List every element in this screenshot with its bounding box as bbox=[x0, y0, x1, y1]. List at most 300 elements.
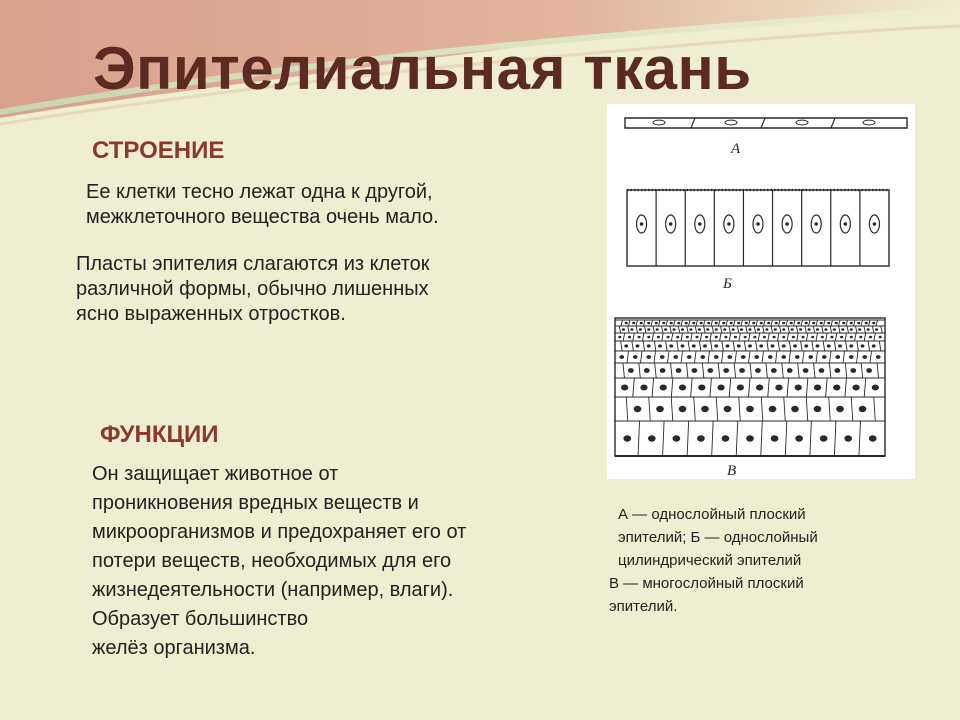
cell-nucleus bbox=[814, 406, 822, 412]
cell-nucleus bbox=[677, 322, 680, 325]
cell-border bbox=[677, 341, 679, 351]
cell-nucleus bbox=[850, 322, 853, 325]
cell-border bbox=[739, 333, 741, 341]
cell-nucleus bbox=[746, 406, 754, 412]
cell-nucleus bbox=[679, 406, 687, 412]
slide-title: Эпителиальная ткань bbox=[93, 35, 752, 102]
cell-border bbox=[830, 351, 832, 363]
cell-nucleus bbox=[787, 368, 793, 373]
cell-nucleus bbox=[803, 368, 809, 373]
text-line: различной формы, обычно лишенных bbox=[76, 278, 429, 300]
cell-border bbox=[719, 320, 721, 326]
cell-nucleus bbox=[714, 344, 718, 347]
cell-border bbox=[789, 351, 791, 363]
cell-nucleus bbox=[625, 322, 628, 325]
cell-border bbox=[789, 341, 791, 351]
cell-nucleus bbox=[648, 435, 656, 441]
cell-border bbox=[628, 326, 630, 333]
cell-border bbox=[649, 397, 651, 421]
cell-nucleus bbox=[640, 322, 643, 325]
cell-border bbox=[641, 351, 643, 363]
cell-border bbox=[829, 397, 831, 421]
cell-border bbox=[830, 326, 832, 333]
cell-nucleus bbox=[812, 322, 815, 325]
cell-nucleus bbox=[756, 384, 763, 390]
cell-border bbox=[750, 363, 752, 378]
cell-nucleus bbox=[759, 344, 763, 347]
cell-border bbox=[621, 320, 623, 326]
cell-nucleus bbox=[862, 355, 867, 359]
cell-nucleus bbox=[782, 322, 785, 325]
cell-border bbox=[696, 320, 698, 326]
cell-border bbox=[741, 320, 743, 326]
cell-nucleus bbox=[715, 328, 718, 331]
cell-border bbox=[700, 333, 702, 341]
cell-nucleus bbox=[698, 328, 701, 331]
cell-nucleus bbox=[850, 336, 853, 339]
cell-border bbox=[633, 333, 635, 341]
cell-nucleus bbox=[741, 355, 746, 359]
cell-nucleus bbox=[701, 406, 709, 412]
cell-nucleus bbox=[791, 328, 794, 331]
cell-border bbox=[835, 333, 837, 341]
cell-border bbox=[691, 378, 693, 397]
cell-nucleus bbox=[723, 328, 726, 331]
cell-nucleus bbox=[655, 322, 658, 325]
cell-nucleus bbox=[714, 355, 719, 359]
cell-border bbox=[766, 363, 768, 378]
cell-border bbox=[803, 351, 805, 363]
cell-nucleus bbox=[824, 328, 827, 331]
cell-nucleus bbox=[861, 344, 865, 347]
cell-nucleus bbox=[670, 322, 673, 325]
cell-nucleus bbox=[647, 328, 650, 331]
cell-border bbox=[764, 320, 766, 326]
cell-nucleus bbox=[763, 336, 766, 339]
cell-border bbox=[812, 341, 814, 351]
cell-nucleus bbox=[647, 336, 650, 339]
cell-nucleus bbox=[673, 355, 678, 359]
cell-border bbox=[734, 320, 736, 326]
text-line: Пласты эпителия слагаются из клеток bbox=[76, 253, 430, 275]
cell-nucleolus bbox=[756, 222, 760, 226]
cell-nucleus bbox=[715, 322, 718, 325]
cell-nucleus bbox=[623, 435, 631, 441]
cell-border bbox=[746, 326, 748, 333]
cell-nucleus bbox=[724, 406, 732, 412]
cell-nucleus bbox=[822, 355, 827, 359]
cell-nucleolus bbox=[785, 222, 789, 226]
squamous-layer-outline bbox=[625, 118, 907, 128]
cell-nucleus bbox=[834, 368, 840, 373]
cell-border bbox=[694, 397, 696, 421]
cell-nucleus bbox=[793, 344, 797, 347]
cell-border bbox=[809, 320, 811, 326]
cell-border bbox=[756, 341, 758, 351]
cell-nucleus bbox=[656, 328, 659, 331]
cell-border bbox=[823, 341, 825, 351]
cell-border bbox=[659, 320, 661, 326]
cell-border bbox=[621, 341, 623, 351]
cell-nucleus bbox=[703, 344, 707, 347]
cell-nucleus bbox=[872, 384, 879, 390]
cell-nucleus bbox=[767, 322, 770, 325]
cell-border bbox=[716, 397, 718, 421]
cell-nucleus bbox=[771, 344, 775, 347]
cell-nucleus bbox=[700, 322, 703, 325]
cell-border bbox=[681, 320, 683, 326]
cell-nucleus bbox=[782, 336, 785, 339]
cell-nucleus bbox=[706, 328, 709, 331]
cell-nucleus bbox=[835, 355, 840, 359]
figure-label-c: В bbox=[727, 463, 737, 479]
cell-nucleus bbox=[792, 336, 795, 339]
caption-line: эпителий; Б — однослойный bbox=[618, 529, 818, 546]
figure-caption bbox=[609, 503, 818, 618]
cell-border bbox=[754, 326, 756, 333]
cell-border bbox=[623, 333, 625, 341]
cell-nucleus bbox=[842, 322, 845, 325]
cell-nucleus bbox=[681, 344, 685, 347]
cell-nucleus bbox=[618, 336, 621, 339]
cell-nucleus bbox=[811, 336, 814, 339]
cell-border bbox=[687, 421, 689, 456]
cell-border bbox=[671, 378, 673, 397]
cell-border bbox=[708, 351, 710, 363]
cell-nucleus bbox=[841, 328, 844, 331]
text-line: жизнедеятельности (например, влаги). bbox=[92, 579, 454, 601]
cell-nucleus bbox=[808, 355, 813, 359]
cell-nucleus bbox=[867, 328, 870, 331]
figure-label-b: Б bbox=[723, 276, 732, 292]
cell-nucleus bbox=[849, 355, 854, 359]
cell-nucleolus bbox=[727, 222, 731, 226]
figure-label-a: А bbox=[731, 141, 741, 157]
cell-nucleus bbox=[866, 368, 872, 373]
cell-nucleus bbox=[640, 384, 647, 390]
text-line: микроорганизмов и предохраняет его от bbox=[92, 521, 467, 543]
cell-border bbox=[868, 341, 870, 351]
cell-nucleus bbox=[647, 322, 650, 325]
cell-nucleus bbox=[698, 384, 705, 390]
cell-border bbox=[652, 378, 654, 397]
cell-nucleus bbox=[734, 336, 737, 339]
cell-border bbox=[651, 320, 653, 326]
cell-nucleus bbox=[876, 355, 881, 359]
cell-border bbox=[829, 363, 831, 378]
cell-border bbox=[794, 320, 796, 326]
cell-border bbox=[653, 326, 655, 333]
cell-nucleus bbox=[805, 322, 808, 325]
cell-nucleus bbox=[695, 336, 698, 339]
cell-nucleus bbox=[660, 368, 666, 373]
cell-border bbox=[710, 333, 712, 341]
cell-border bbox=[864, 326, 866, 333]
cell-nucleus bbox=[666, 336, 669, 339]
cell-nucleus bbox=[852, 384, 859, 390]
cell-border bbox=[668, 351, 670, 363]
cell-border bbox=[784, 397, 786, 421]
cell-nucleus bbox=[646, 355, 651, 359]
cell-nucleus bbox=[775, 384, 782, 390]
cell-border bbox=[805, 326, 807, 333]
cell-nucleus bbox=[628, 368, 634, 373]
cell-nucleus bbox=[644, 368, 650, 373]
cell-border bbox=[662, 333, 664, 341]
cell-nucleus bbox=[692, 368, 698, 373]
cell-nucleus bbox=[673, 328, 676, 331]
cell-nucleus bbox=[737, 322, 740, 325]
cell-nucleus bbox=[658, 344, 662, 347]
cell-nucleus bbox=[869, 336, 872, 339]
cell-border bbox=[801, 320, 803, 326]
cell-nucleus bbox=[705, 336, 708, 339]
cell-nucleus bbox=[814, 384, 821, 390]
cell-border bbox=[720, 333, 722, 341]
cell-nucleus bbox=[724, 336, 727, 339]
cell-border bbox=[855, 326, 857, 333]
cell-border bbox=[855, 333, 857, 341]
cell-nucleolus bbox=[669, 222, 673, 226]
cell-border bbox=[846, 320, 848, 326]
cell-border bbox=[831, 320, 833, 326]
cell-border bbox=[779, 320, 781, 326]
cell-border bbox=[776, 351, 778, 363]
cell-nucleus bbox=[639, 328, 642, 331]
functions-paragraph-1 bbox=[92, 460, 466, 605]
cell-border bbox=[777, 333, 779, 341]
cell-border bbox=[681, 333, 683, 341]
cell-border bbox=[663, 421, 665, 456]
cell-border bbox=[681, 351, 683, 363]
cell-border bbox=[736, 421, 738, 456]
cell-nucleus bbox=[795, 355, 800, 359]
cell-border bbox=[801, 341, 803, 351]
cell-nucleus bbox=[757, 328, 760, 331]
cell-border bbox=[839, 320, 841, 326]
cell-border bbox=[729, 378, 731, 397]
cell-nucleus bbox=[821, 336, 824, 339]
cell-border bbox=[666, 320, 668, 326]
cell-nucleus bbox=[647, 344, 651, 347]
cell-border bbox=[787, 333, 789, 341]
cell-nucleus bbox=[838, 344, 842, 347]
cell-nucleus bbox=[723, 368, 729, 373]
cell-nucleus bbox=[849, 344, 853, 347]
cell-border bbox=[739, 397, 741, 421]
cell-border bbox=[851, 397, 853, 421]
cell-nucleus bbox=[755, 368, 761, 373]
cell-border bbox=[632, 341, 634, 351]
cell-border bbox=[712, 326, 714, 333]
cell-nucleus bbox=[673, 435, 681, 441]
cell-nucleus bbox=[804, 344, 808, 347]
cell-nucleus bbox=[685, 322, 688, 325]
epithelium-drawing bbox=[607, 104, 915, 479]
cell-nucleus bbox=[858, 328, 861, 331]
cell-border bbox=[814, 363, 816, 378]
cell-nucleus bbox=[771, 435, 779, 441]
cell-border bbox=[870, 351, 872, 363]
cell-border bbox=[737, 326, 739, 333]
cell-nucleus bbox=[727, 355, 732, 359]
cell-nucleus bbox=[687, 355, 692, 359]
cell-border bbox=[636, 320, 638, 326]
text-line: проникновения вредных веществ и bbox=[92, 492, 419, 514]
cell-nucleus bbox=[692, 344, 696, 347]
cell-border bbox=[619, 326, 621, 333]
cell-nucleus bbox=[628, 336, 631, 339]
cell-border bbox=[749, 378, 751, 397]
cell-nucleolus bbox=[873, 222, 877, 226]
cell-nucleus bbox=[630, 328, 633, 331]
epithelium-figure bbox=[607, 104, 915, 479]
cell-border bbox=[816, 351, 818, 363]
cell-border bbox=[644, 320, 646, 326]
cell-border bbox=[629, 320, 631, 326]
cell-nucleus bbox=[850, 368, 856, 373]
cell-border bbox=[711, 320, 713, 326]
cell-nucleus bbox=[662, 322, 665, 325]
cell-border bbox=[874, 333, 876, 341]
cell-nucleus bbox=[773, 336, 776, 339]
cell-border bbox=[720, 326, 722, 333]
cell-border bbox=[671, 397, 673, 421]
cell-nucleus bbox=[830, 336, 833, 339]
cell-nucleus bbox=[795, 435, 803, 441]
cell-border bbox=[787, 378, 789, 397]
cell-border bbox=[729, 326, 731, 333]
cell-nucleolus bbox=[814, 222, 818, 226]
cell-border bbox=[695, 326, 697, 333]
cell-nucleus bbox=[653, 120, 665, 125]
cell-border bbox=[864, 378, 866, 397]
cell-nucleus bbox=[660, 384, 667, 390]
cell-nucleus bbox=[664, 328, 667, 331]
cell-border bbox=[785, 421, 787, 456]
cell-nucleolus bbox=[844, 222, 848, 226]
cell-border bbox=[806, 333, 808, 341]
cell-border bbox=[733, 341, 735, 351]
cell-nucleus bbox=[827, 344, 831, 347]
cell-border bbox=[711, 341, 713, 351]
cell-border bbox=[654, 341, 656, 351]
cell-border bbox=[859, 421, 861, 456]
cell-nucleus bbox=[745, 322, 748, 325]
cell-border bbox=[788, 326, 790, 333]
caption-line: А — однослойный плоский bbox=[618, 506, 806, 523]
cell-nucleus bbox=[796, 120, 808, 125]
cell-nucleus bbox=[740, 328, 743, 331]
cell-nucleus bbox=[872, 344, 876, 347]
cell-border bbox=[826, 378, 828, 397]
cell-border bbox=[843, 351, 845, 363]
cell-border bbox=[761, 397, 763, 421]
cell-nucleus bbox=[863, 120, 875, 125]
cell-nucleus bbox=[799, 328, 802, 331]
cell-nucleus bbox=[790, 322, 793, 325]
cell-nucleus bbox=[774, 328, 777, 331]
cell-nucleus bbox=[781, 355, 786, 359]
cell-nucleus bbox=[737, 384, 744, 390]
cell-nucleus bbox=[771, 368, 777, 373]
cell-border bbox=[846, 341, 848, 351]
cell-nucleus bbox=[748, 328, 751, 331]
cell-border bbox=[686, 363, 688, 378]
cell-border bbox=[762, 351, 764, 363]
cell-nucleolus bbox=[698, 222, 702, 226]
cell-border bbox=[816, 320, 818, 326]
cell-nucleus bbox=[859, 406, 867, 412]
cell-nucleus bbox=[836, 406, 844, 412]
cell-nucleus bbox=[748, 344, 752, 347]
cell-border bbox=[729, 333, 731, 341]
cell-nucleus bbox=[707, 322, 710, 325]
cell-nucleus bbox=[859, 336, 862, 339]
cell-border bbox=[749, 351, 751, 363]
text-line: Ее клетки тесно лежат одна к другой, bbox=[86, 181, 433, 203]
cell-border bbox=[806, 378, 808, 397]
cell-border bbox=[845, 333, 847, 341]
functions-paragraph-2 bbox=[92, 605, 308, 663]
cell-border bbox=[763, 326, 765, 333]
cell-border bbox=[824, 320, 826, 326]
cell-border bbox=[671, 333, 673, 341]
text-line: Образует большинство bbox=[92, 608, 309, 630]
cell-border bbox=[845, 378, 847, 397]
cell-nucleus bbox=[633, 355, 638, 359]
cell-nucleus bbox=[768, 355, 773, 359]
text-line: межклеточного вещества очень мало. bbox=[86, 206, 439, 228]
cell-nucleus bbox=[819, 368, 825, 373]
cell-border bbox=[768, 333, 770, 341]
cell-nucleus bbox=[689, 328, 692, 331]
cell-nucleus bbox=[739, 368, 745, 373]
cell-border bbox=[636, 326, 638, 333]
cell-border bbox=[670, 326, 672, 333]
cell-nucleus bbox=[624, 344, 628, 347]
cell-nucleus bbox=[801, 336, 804, 339]
cell-border bbox=[749, 320, 751, 326]
cell-border bbox=[822, 326, 824, 333]
cell-nucleus bbox=[744, 336, 747, 339]
cell-border bbox=[639, 363, 641, 378]
cell-nucleus bbox=[857, 322, 860, 325]
cell-border bbox=[771, 326, 773, 333]
cell-border bbox=[756, 320, 758, 326]
cell-border bbox=[857, 351, 859, 363]
cell-border bbox=[699, 341, 701, 351]
cell-nucleus bbox=[700, 355, 705, 359]
cell-border bbox=[847, 326, 849, 333]
cell-nucleus bbox=[722, 435, 730, 441]
columnar-epithelium-drawing bbox=[627, 190, 889, 266]
cell-nucleus bbox=[621, 384, 628, 390]
cell-border bbox=[780, 326, 782, 333]
cell-nucleus bbox=[754, 355, 759, 359]
cell-border bbox=[767, 341, 769, 351]
cell-border bbox=[691, 333, 693, 341]
cell-nucleus bbox=[726, 344, 730, 347]
cell-nucleus bbox=[638, 336, 641, 339]
cell-nucleus bbox=[725, 120, 737, 125]
cell-nucleus bbox=[634, 406, 642, 412]
cell-nucleus bbox=[782, 328, 785, 331]
cell-border bbox=[876, 320, 878, 326]
cell-border bbox=[688, 341, 690, 351]
cell-nucleus bbox=[622, 328, 625, 331]
cell-nucleus bbox=[752, 322, 755, 325]
